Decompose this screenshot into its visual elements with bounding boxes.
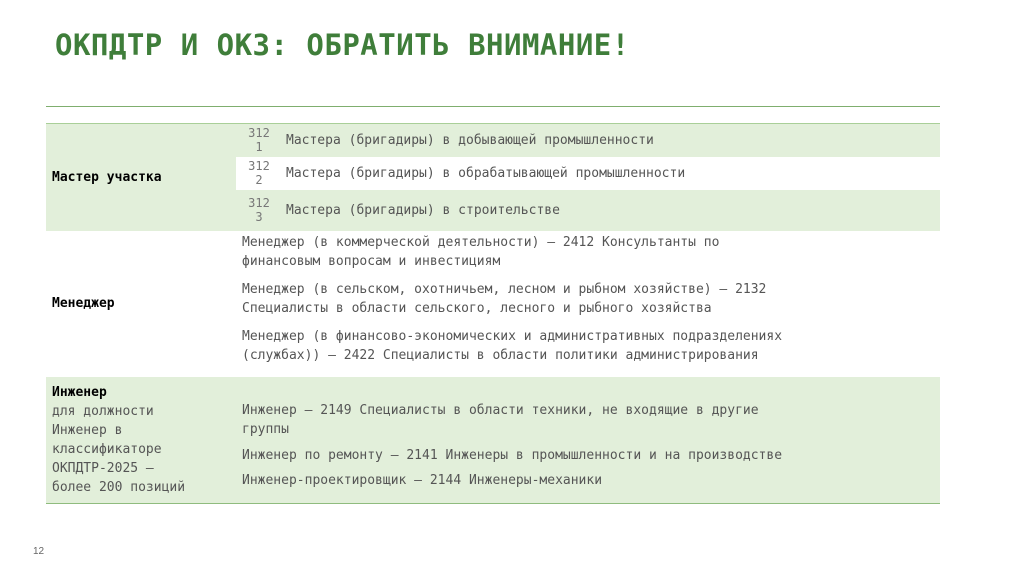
okz-description: Мастера (бригадиры) в строительстве — [282, 190, 940, 231]
engineer-note: классификаторе — [52, 441, 162, 457]
okz-code: 312 1 — [236, 124, 282, 157]
engineer-item: Инженер – 2149 Специалисты в области техники, не входящие в другие группы — [242, 402, 759, 437]
engineer-label: Инженер — [52, 384, 107, 400]
okz-code: 312 2 — [248, 159, 270, 187]
okpdtr-okz-table — [46, 106, 940, 504]
table-row — [46, 377, 940, 504]
engineer-note: для должности — [52, 403, 154, 419]
engineer-note: Инженер в — [52, 422, 123, 438]
table-row — [46, 124, 940, 157]
engineer-items-cell — [236, 377, 940, 504]
okz-description: Мастера (бригадиры) в добывающей промышленности — [282, 124, 940, 157]
engineer-cell — [46, 377, 236, 504]
okz-code: 312 3 — [236, 190, 282, 231]
manager-item: Менеджер (в сельском, охотничьем, лесном и рыбном хозяйстве) – 2132 Специалисты в области сельского, лесного и рыбного хозяйства — [242, 281, 767, 316]
manager-cell — [236, 231, 940, 377]
page-number: 12 — [33, 546, 45, 557]
table-header-spacer — [46, 107, 940, 124]
engineer-item: Инженер по ремонту – 2141 Инженеры в промышленности и на производстве — [242, 447, 783, 463]
engineer-item: Инженер-проектировщик – 2144 Инженеры-механики — [242, 473, 603, 488]
manager-label: Менеджер — [52, 296, 115, 311]
okz-description: Мастера (бригадиры) в обрабатывающей промышленности — [286, 165, 686, 181]
slide-title: ОКПДТР И ОКЗ: ОБРАТИТЬ ВНИМАНИЕ! — [55, 28, 630, 62]
master-label: Мастер участка — [46, 124, 236, 231]
engineer-note: ОКПДТР-2025 – — [52, 460, 154, 476]
manager-item: Менеджер (в финансово-экономических и административных подразделениях (службах)) – 2422 Специалисты в области политики администрирования — [242, 328, 783, 363]
engineer-note: более 200 позиций — [52, 479, 186, 495]
table-row — [46, 231, 940, 377]
manager-item: Менеджер (в коммерческой деятельности) – 2412 Консультанты по финансовым вопросам и инвестициям — [242, 234, 720, 269]
